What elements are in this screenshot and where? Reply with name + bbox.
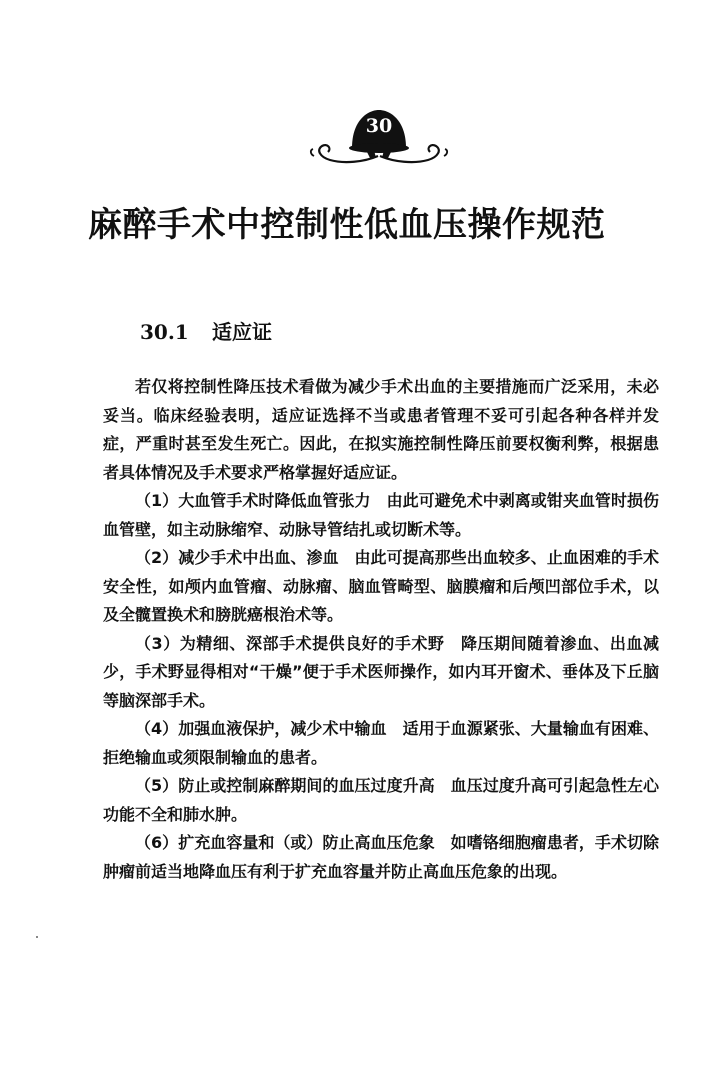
section-number: 30.1 — [140, 320, 189, 344]
indication-item-6: （6）扩充血容量和（或）防止高血压危象 如嗜铬细胞瘤患者，手术切除肿瘤前适当地降血压有利于扩充血容量并防止高血压危象的出现。 — [103, 833, 659, 881]
indication-item-2: （2）减少手术中出血、渗血 由此可提高那些出血较多、止血困难的手术安全性，如颅内血管瘤、动脉瘤、脑血管畸型、脑膜瘤和后颅凹部位手术，以及全髋置换术和膀胱癌根治术等。 — [103, 548, 659, 624]
indication-item-1: （1）大血管手术时降低血管张力 由此可避免术中剥离或钳夹血管时损伤血管壁，如主动脉缩窄、动脉导管结扎或切断术等。 — [103, 491, 659, 539]
section-heading — [140, 318, 272, 346]
indication-item-3: （3）为精细、深部手术提供良好的手术野 降压期间随着渗血、出血减少，手术野显得相对“干燥”便于手术医师操作，如内耳开窗术、垂体及下丘脑等脑深部手术。 — [103, 633, 659, 710]
intro-paragraph: 若仅将控制性降压技术看做为减少手术出血的主要措施而广泛采用，未必妥当。临床经验表明，适应证选择不当或患者管理不妥可引起各种各样并发症，严重时甚至发生死亡。因此，在拟实施控制性降压前要权衡利弊，根据患者具体情况及手术要求严格掌握好适应证。 — [103, 377, 659, 482]
chapter-number: 30 — [365, 115, 393, 137]
chapter-title: 麻醉手术中控制性低血压操作规范 — [88, 205, 606, 245]
indication-item-5: （5）防止或控制麻醉期间的血压过度升高 血压过度升高可引起急性左心功能不全和肺水肿。 — [103, 776, 659, 824]
section-title: 适应证 — [212, 320, 272, 344]
indication-item-4: （4）加强血液保护，减少术中输血 适用于血源紧张、大量输血有困难、拒绝输血或须限制输血的患者。 — [103, 719, 659, 767]
body-text — [103, 373, 659, 886]
scan-speck — [36, 936, 38, 938]
chapter-emblem-icon — [304, 104, 454, 176]
